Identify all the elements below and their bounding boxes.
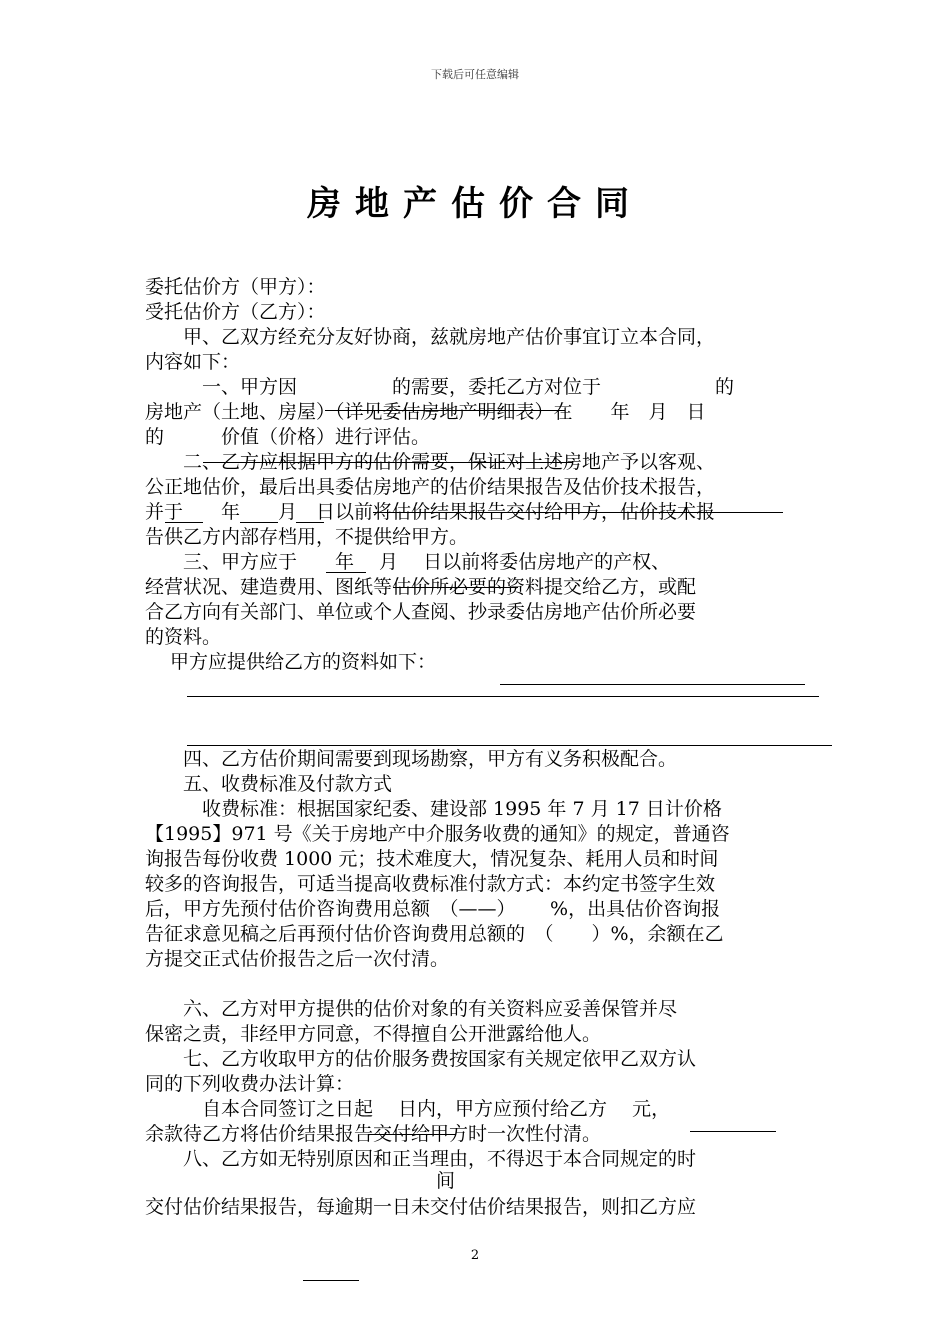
strikethrough-mark bbox=[325, 410, 565, 411]
clause-line: 并于 年 月 日以前将估价结果报告交付给甲方，估价技术报 bbox=[145, 501, 716, 523]
blank-underline bbox=[296, 522, 324, 523]
clause-line: 合乙方向有关部门、单位或个人查阅、抄录委估房地产估价所必要 bbox=[145, 601, 697, 623]
clause-line: 交付估价结果报告，每逾期一日未交付估价结果报告，则扣乙方应 bbox=[145, 1196, 697, 1218]
strikethrough-mark bbox=[393, 587, 518, 588]
clause-line: 二、乙方应根据甲方的估价需要，保证对上述房地产予以客观、 bbox=[145, 451, 716, 473]
clause-line: 房地产（土地、房屋）（详见委估房地产明细表）在 年 月 日 bbox=[145, 401, 706, 423]
page-number: 2 bbox=[470, 1248, 480, 1263]
blank-underline bbox=[187, 745, 832, 746]
clause-line: 收费标准：根据国家纪委、建设部 1995 年 7 月 17 日计价格 bbox=[145, 798, 722, 820]
strikethrough-mark bbox=[203, 462, 573, 463]
clause-line: 自本合同签订之日起 日内，甲方应预付给乙方 元， bbox=[145, 1098, 671, 1120]
clause-line: 三、甲方应于 年 月 日以前将委估房地产的产权、 bbox=[145, 551, 671, 573]
clause-line: 余款待乙方将估价结果报告交付给甲方时一次性付清。 bbox=[145, 1123, 602, 1145]
clause-line: 五、收费标准及付款方式 bbox=[145, 773, 393, 795]
clause-line: 一、甲方因 的需要，委托乙方对位于 的 bbox=[145, 376, 735, 398]
page-header: 下载后可任意编辑 bbox=[431, 68, 519, 81]
blank-underline bbox=[690, 1131, 776, 1132]
clause-line: 询报告每份收费 1000 元；技术难度大，情况复杂、耗用人员和时间 bbox=[145, 848, 719, 870]
clause-line: 告征求意见稿之后再预付估价咨询费用总额的 （ ）%，余额在乙 bbox=[145, 923, 724, 945]
clause-line: 内容如下： bbox=[145, 351, 241, 373]
clause-line: 【1995】971 号《关于房地产中介服务收费的通知》的规定，普通咨 bbox=[145, 823, 730, 845]
clause-line: 经营状况、建造费用、图纸等估价所必要的资料提交给乙方，或配 bbox=[145, 576, 697, 598]
clause-line: 四、乙方估价期间需要到现场勘察，甲方有义务积极配合。 bbox=[145, 748, 678, 770]
clause-line: 八、乙方如无特别原因和正当理由，不得迟于本合同规定的时 bbox=[145, 1148, 697, 1170]
strikethrough-mark bbox=[373, 512, 783, 513]
clause-line: 公正地估价，最后出具委估房地产的估价结果报告及估价技术报告， bbox=[145, 476, 716, 498]
clause-line: 的 价值（价格）进行评估。 bbox=[145, 426, 431, 448]
clause-line: 甲、乙双方经充分友好协商，兹就房地产估价事宜订立本合同， bbox=[145, 326, 716, 348]
clause-line: 保密之责，非经甲方同意，不得擅自公开泄露给他人。 bbox=[145, 1023, 602, 1045]
blank-underline bbox=[165, 522, 203, 523]
blank-underline bbox=[326, 572, 366, 573]
clause-line: 七、乙方收取甲方的估价服务费按国家有关规定依甲乙双方认 bbox=[145, 1048, 697, 1070]
blank-underline bbox=[303, 1280, 359, 1281]
strikethrough-mark bbox=[368, 1134, 456, 1135]
clause-line: 同的下列收费办法计算： bbox=[145, 1073, 355, 1095]
clause-line: 间 bbox=[436, 1170, 456, 1192]
clause-line: 较多的咨询报告，可适当提高收费标准付款方式：本约定书签字生效 bbox=[145, 873, 716, 895]
clause-line: 委托估价方（甲方）： bbox=[145, 276, 326, 298]
clause-line: 甲方应提供给乙方的资料如下： bbox=[145, 651, 437, 673]
blank-underline bbox=[187, 696, 819, 697]
clause-line: 六、乙方对甲方提供的估价对象的有关资料应妥善保管并尽 bbox=[145, 998, 678, 1020]
clause-line: 的资料。 bbox=[145, 626, 222, 648]
blank-underline bbox=[500, 684, 805, 685]
clause-line: 后，甲方先预付估价咨询费用总额 （——） %，出具估价咨询报 bbox=[145, 898, 721, 920]
clause-line: 方提交正式估价报告之后一次付清。 bbox=[145, 948, 450, 970]
blank-underline bbox=[240, 522, 278, 523]
clause-line: 告供乙方内部存档用，不提供给甲方。 bbox=[145, 526, 469, 548]
clause-line: 受托估价方（乙方）： bbox=[145, 301, 326, 323]
document-title: 房地产估价合同 bbox=[307, 184, 643, 224]
